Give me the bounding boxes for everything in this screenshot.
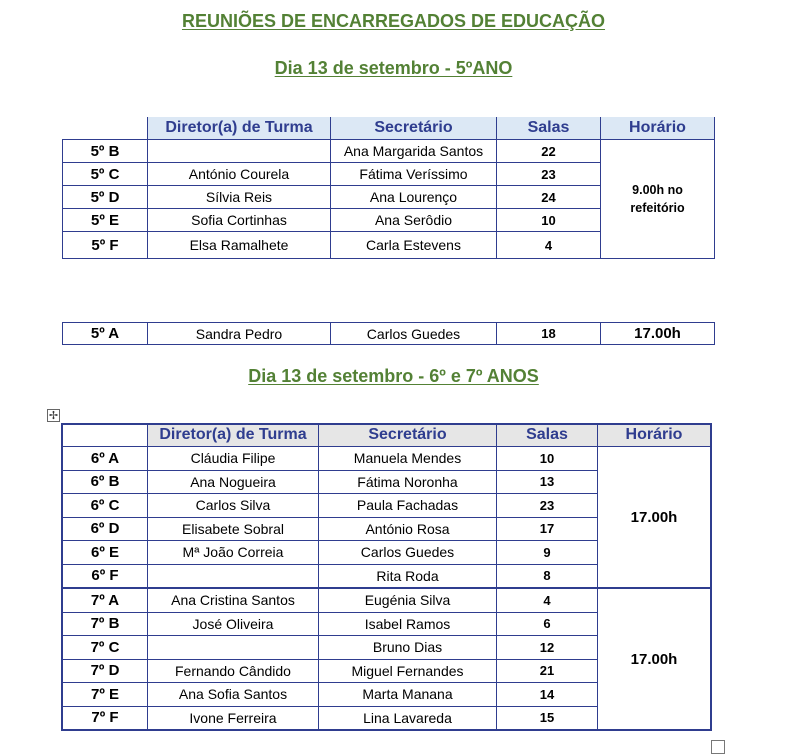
section-title-5ano: Dia 13 de setembro - 5ºANO [274, 58, 513, 78]
secretary-cell: Fátima Noronha [319, 470, 497, 494]
room-cell: 24 [497, 186, 601, 209]
director-cell: Carlos Silva [148, 494, 319, 518]
room-cell: 13 [497, 470, 598, 494]
room-cell: 12 [497, 636, 598, 660]
class-cell: 6º F [63, 564, 148, 588]
director-cell [148, 564, 319, 588]
header-secretary: Secretário [331, 117, 497, 140]
class-cell: 5º A [63, 323, 148, 345]
secretary-cell: Isabel Ramos [319, 612, 497, 636]
class-cell: 7º D [63, 659, 148, 683]
class-cell: 5º D [63, 186, 148, 209]
page-title: REUNIÕES DE ENCARREGADOS DE EDUCAÇÃO [181, 11, 606, 31]
room-cell: 9 [497, 541, 598, 565]
secretary-cell: Rita Roda [319, 564, 497, 588]
time-cell-7ano: 17.00h [598, 588, 711, 730]
resize-square-icon[interactable] [711, 740, 725, 754]
time-cell-6ano: 17.00h [598, 447, 711, 589]
director-cell [148, 140, 331, 163]
secretary-cell: Lina Lavareda [319, 706, 497, 730]
secretary-cell: António Rosa [319, 517, 497, 541]
table-row [63, 323, 715, 345]
header-director: Diretor(a) de Turma [148, 424, 319, 447]
header-rooms: Salas [497, 117, 601, 140]
move-arrows-icon[interactable]: ✢ [48, 410, 59, 422]
class-cell: 6º B [63, 470, 148, 494]
room-cell: 6 [497, 612, 598, 636]
secretary-cell: Paula Fachadas [319, 494, 497, 518]
class-cell: 7º A [63, 588, 148, 612]
secretary-cell: Carlos Guedes [319, 541, 497, 565]
room-cell: 23 [497, 163, 601, 186]
room-cell: 14 [497, 683, 598, 707]
header-secretary: Secretário [319, 424, 497, 447]
secretary-cell: Miguel Fernandes [319, 659, 497, 683]
director-cell: Elisabete Sobral [148, 517, 319, 541]
director-cell: Ana Sofia Santos [148, 683, 319, 707]
secretary-cell: Ana Margarida Santos [331, 140, 497, 163]
room-cell: 21 [497, 659, 598, 683]
director-cell: Ana Nogueira [148, 470, 319, 494]
table-row [63, 140, 715, 163]
secretary-cell: Fátima Veríssimo [331, 163, 497, 186]
director-cell: António Courela [148, 163, 331, 186]
class-cell: 5º C [63, 163, 148, 186]
director-cell: Sílvia Reis [148, 186, 331, 209]
room-cell: 15 [497, 706, 598, 730]
room-cell: 10 [497, 209, 601, 232]
table-5ano [62, 117, 715, 259]
secretary-cell: Carlos Guedes [331, 323, 497, 345]
time-cell: 17.00h [601, 323, 715, 345]
class-cell: 7º F [63, 706, 148, 730]
secretary-cell: Eugénia Silva [319, 588, 497, 612]
director-cell: Ivone Ferreira [148, 706, 319, 730]
header-blank-cell [63, 117, 148, 140]
class-cell: 6º E [63, 541, 148, 565]
director-cell: Sofia Cortinhas [148, 209, 331, 232]
class-cell: 7º E [63, 683, 148, 707]
director-cell: Mª João Correia [148, 541, 319, 565]
secretary-cell: Ana Serôdio [331, 209, 497, 232]
director-cell: Fernando Cândido [148, 659, 319, 683]
room-cell: 18 [497, 323, 601, 345]
class-cell: 7º C [63, 636, 148, 660]
director-cell: Sandra Pedro [148, 323, 331, 345]
room-cell: 4 [497, 588, 598, 612]
director-cell: José Oliveira [148, 612, 319, 636]
section-title-6-7ano: Dia 13 de setembro - 6º e 7º ANOS [248, 366, 539, 386]
room-cell: 8 [497, 564, 598, 588]
time-text: 9.00h no refeitório [630, 183, 685, 215]
director-cell: Cláudia Filipe [148, 447, 319, 471]
class-cell: 7º B [63, 612, 148, 636]
header-rooms: Salas [497, 424, 598, 447]
class-cell: 6º D [63, 517, 148, 541]
room-cell: 22 [497, 140, 601, 163]
table-6-7ano [62, 424, 711, 730]
header-time: Horário [601, 117, 715, 140]
class-cell: 5º E [63, 209, 148, 232]
director-cell: Ana Cristina Santos [148, 588, 319, 612]
class-cell: 5º F [63, 232, 148, 259]
room-cell: 10 [497, 447, 598, 471]
director-cell [148, 636, 319, 660]
class-cell: 6º C [63, 494, 148, 518]
table-row [63, 588, 711, 612]
room-cell: 4 [497, 232, 601, 259]
room-cell: 17 [497, 517, 598, 541]
room-cell: 23 [497, 494, 598, 518]
secretary-cell: Marta Manana [319, 683, 497, 707]
header-director: Diretor(a) de Turma [148, 117, 331, 140]
table-5a [62, 322, 715, 345]
secretary-cell: Manuela Mendes [319, 447, 497, 471]
header-blank-cell [63, 424, 148, 447]
director-cell: Elsa Ramalhete [148, 232, 331, 259]
header-time: Horário [598, 424, 711, 447]
class-cell: 5º B [63, 140, 148, 163]
time-cell [601, 140, 715, 259]
class-cell: 6º A [63, 447, 148, 471]
secretary-cell: Bruno Dias [319, 636, 497, 660]
secretary-cell: Ana Lourenço [331, 186, 497, 209]
secretary-cell: Carla Estevens [331, 232, 497, 259]
table-row [63, 447, 711, 471]
